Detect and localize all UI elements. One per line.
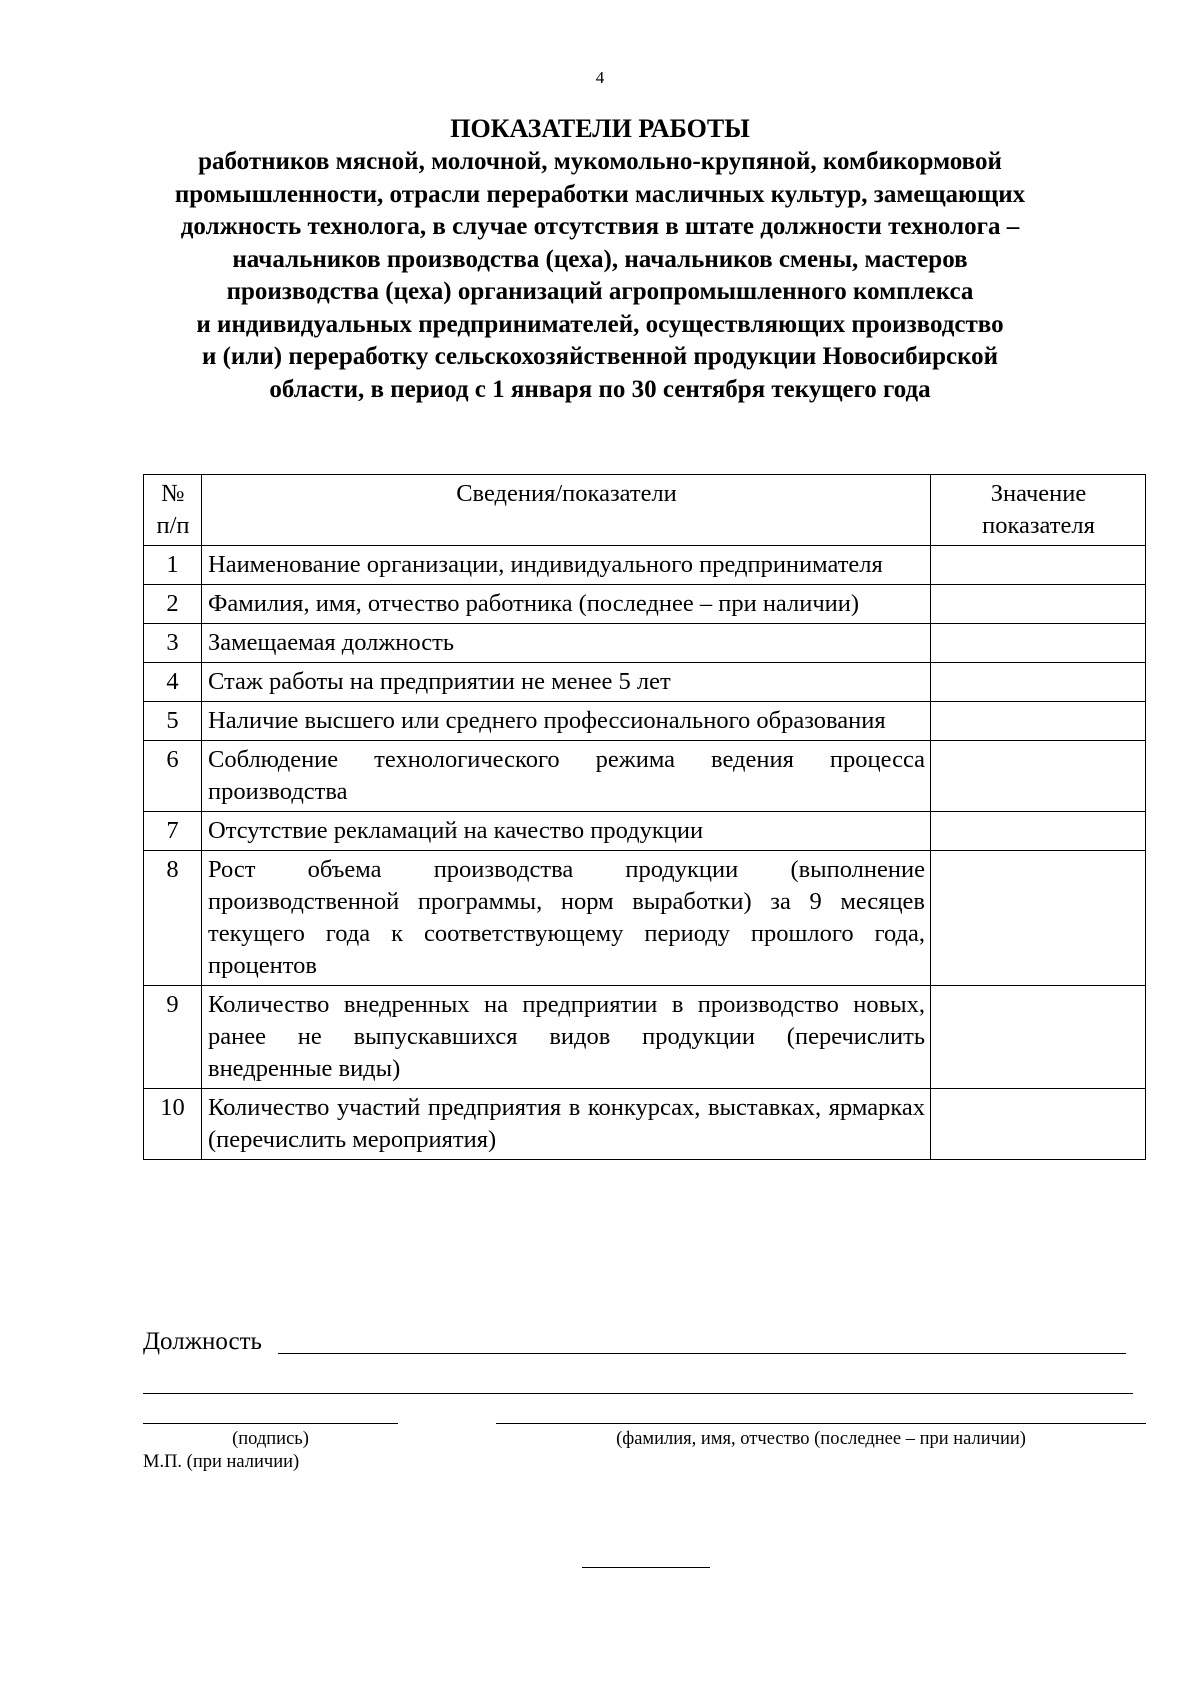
table-row <box>144 585 1146 624</box>
subtitle-line: должность технолога, в случае отсутствия в штате должности технолога – <box>180 213 1020 240</box>
row-number: 4 <box>144 663 202 702</box>
subtitle-line: производства (цеха) организаций агропромышленного комплекса <box>226 278 974 305</box>
row-value-field[interactable] <box>931 546 1146 585</box>
row-indicator: Стаж работы на предприятии не менее 5 лет <box>202 663 931 702</box>
row-number: 5 <box>144 702 202 741</box>
header-number: № п/п <box>144 475 202 546</box>
row-value-field[interactable] <box>931 585 1146 624</box>
table-row <box>144 702 1146 741</box>
row-indicator: Замещаемая должность <box>202 624 931 663</box>
full-name-field[interactable] <box>496 1423 1146 1424</box>
row-number: 9 <box>144 986 202 1089</box>
row-value-field[interactable] <box>931 812 1146 851</box>
row-indicator: Отсутствие рекламаций на качество продукции <box>202 812 931 851</box>
position-field-continuation[interactable] <box>143 1393 1133 1394</box>
row-value-field[interactable] <box>931 663 1146 702</box>
row-number: 6 <box>144 741 202 812</box>
row-number: 7 <box>144 812 202 851</box>
row-indicator: Количество внедренных на предприятии в производство новых, ранее не выпускавшихся видов продукции (перечислить внедренные виды) <box>202 986 931 1089</box>
row-number: 2 <box>144 585 202 624</box>
row-indicator: Рост объема производства продукции (выполнение производственной программы, норм выработки) за 9 месяцев текущего года к соответствующему периоду прошлого года, процентов <box>202 851 931 986</box>
subtitle-line: и (или) переработку сельскохозяйственной продукции Новосибирской <box>201 343 999 370</box>
row-indicator: Фамилия, имя, отчество работника (последнее – при наличии) <box>202 585 931 624</box>
table-row <box>144 851 1146 986</box>
row-number: 1 <box>144 546 202 585</box>
end-of-document-divider <box>582 1567 710 1568</box>
subtitle-line: области, в период с 1 января по 30 сентября текущего года <box>269 375 931 403</box>
table-row <box>144 663 1146 702</box>
table-header-row <box>144 475 1146 546</box>
row-value-field[interactable] <box>931 986 1146 1089</box>
signature-caption: (подпись) <box>232 1429 309 1449</box>
row-value-field[interactable] <box>931 741 1146 812</box>
table-row <box>144 624 1146 663</box>
table-row <box>144 741 1146 812</box>
table-row <box>144 986 1146 1089</box>
row-number: 3 <box>144 624 202 663</box>
row-indicator: Соблюдение технологического режима ведения процесса производства <box>202 741 931 812</box>
full-name-caption: (фамилия, имя, отчество (последнее – при наличии) <box>616 1429 1026 1449</box>
row-value-field[interactable] <box>931 624 1146 663</box>
table-row <box>144 1089 1146 1160</box>
header-value: Значение показателя <box>931 475 1146 546</box>
stamp-note: М.П. (при наличии) <box>143 1452 300 1472</box>
row-value-field[interactable] <box>931 851 1146 986</box>
table-row <box>144 812 1146 851</box>
position-field[interactable] <box>278 1353 1126 1354</box>
row-indicator: Наличие высшего или среднего профессионального образования <box>202 702 931 741</box>
indicators-table <box>143 474 1146 1160</box>
row-indicator: Наименование организации, индивидуального предпринимателя <box>202 546 931 585</box>
signature-field[interactable] <box>143 1423 398 1424</box>
subtitle-line: начальников производства (цеха), начальников смены, мастеров <box>232 245 968 273</box>
page-number: 4 <box>595 68 605 87</box>
document-subtitle <box>140 146 1060 406</box>
position-label: Должность <box>143 1328 262 1355</box>
document-title-block <box>140 112 1060 406</box>
document-title: ПОКАЗАТЕЛИ РАБОТЫ <box>450 114 750 143</box>
row-value-field[interactable] <box>931 702 1146 741</box>
subtitle-line: и индивидуальных предпринимателей, осуществляющих производство <box>196 310 1004 338</box>
row-number: 8 <box>144 851 202 986</box>
subtitle-line: работников мясной, молочной, мукомольно-крупяной, комбикормовой <box>198 148 1002 175</box>
row-indicator: Количество участий предприятия в конкурсах, выставках, ярмарках (перечислить мероприятия) <box>202 1089 931 1160</box>
subtitle-line: промышленности, отрасли переработки масличных культур, замещающих <box>174 180 1026 208</box>
row-number: 10 <box>144 1089 202 1160</box>
row-value-field[interactable] <box>931 1089 1146 1160</box>
table-row <box>144 546 1146 585</box>
header-info: Сведения/показатели <box>202 475 931 546</box>
